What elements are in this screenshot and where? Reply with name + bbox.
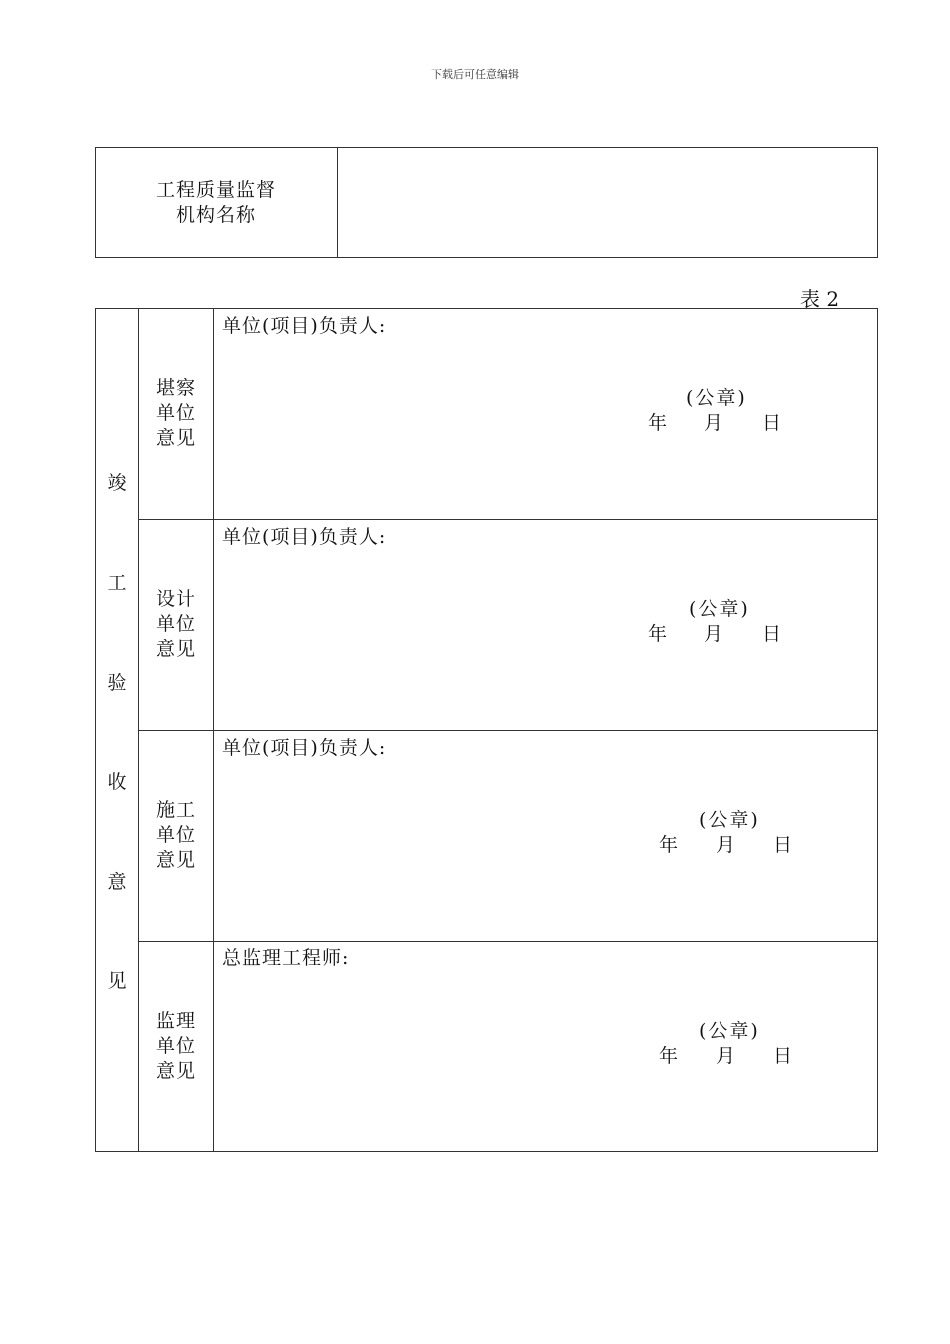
row-label-survey (139, 376, 213, 451)
vertical-title-char: 意 (107, 871, 127, 893)
row-divider-2 (138, 730, 878, 731)
date-day: 日 (762, 623, 782, 645)
vertical-title-char: 见 (107, 970, 127, 992)
vertical-title-char: 工 (107, 572, 127, 594)
date-day: 日 (773, 1045, 793, 1067)
seal-label: (公章) (689, 598, 750, 620)
date-year: 年 (648, 412, 668, 434)
row-label-line: 单位 (155, 824, 196, 846)
date-month: 月 (716, 1045, 736, 1067)
row-label-line: 设计 (155, 588, 196, 610)
date-year: 年 (648, 623, 668, 645)
seal-label: (公章) (699, 809, 760, 831)
vertical-title-char: 验 (107, 672, 127, 694)
seal-label: (公章) (686, 387, 747, 409)
row-label-design (139, 587, 213, 662)
signer-label: 总监理工程师: (222, 947, 350, 969)
row-label-line: 单位 (155, 613, 196, 635)
table-number: 表 2 (800, 287, 840, 311)
row-label-line: 单位 (155, 402, 196, 424)
agency-label-line2: 机构名称 (175, 204, 256, 226)
row-label-line: 施工 (155, 799, 196, 821)
date-year: 年 (659, 834, 679, 856)
row-label-line: 意见 (155, 638, 196, 660)
signer-label: 单位(项目)负责人: (222, 526, 387, 548)
vertical-title-char: 收 (107, 771, 127, 793)
agency-label-line1: 工程质量监督 (155, 179, 276, 201)
row-label-line: 意见 (155, 849, 196, 871)
date-month: 月 (716, 834, 736, 856)
row-label-line: 堪察 (155, 377, 196, 399)
row-label-line: 监理 (155, 1010, 196, 1032)
header-note: 下载后可任意编辑 (431, 68, 519, 81)
vertical-title-char: 竣 (107, 472, 127, 494)
row-label-supervision (139, 1009, 213, 1084)
row-label-construction (139, 798, 213, 873)
row-divider-3 (138, 941, 878, 942)
row-label-line: 单位 (155, 1035, 196, 1057)
row-label-line: 意见 (155, 1060, 196, 1082)
agency-label (96, 178, 336, 228)
row-label-line: 意见 (155, 427, 196, 449)
seal-label: (公章) (699, 1020, 760, 1042)
row-divider-1 (138, 519, 878, 520)
agency-name-field[interactable] (338, 148, 876, 257)
date-year: 年 (659, 1045, 679, 1067)
date-day: 日 (773, 834, 793, 856)
date-month: 月 (704, 412, 724, 434)
signer-label: 单位(项目)负责人: (222, 315, 387, 337)
date-month: 月 (704, 623, 724, 645)
signer-label: 单位(项目)负责人: (222, 737, 387, 759)
date-day: 日 (762, 412, 782, 434)
